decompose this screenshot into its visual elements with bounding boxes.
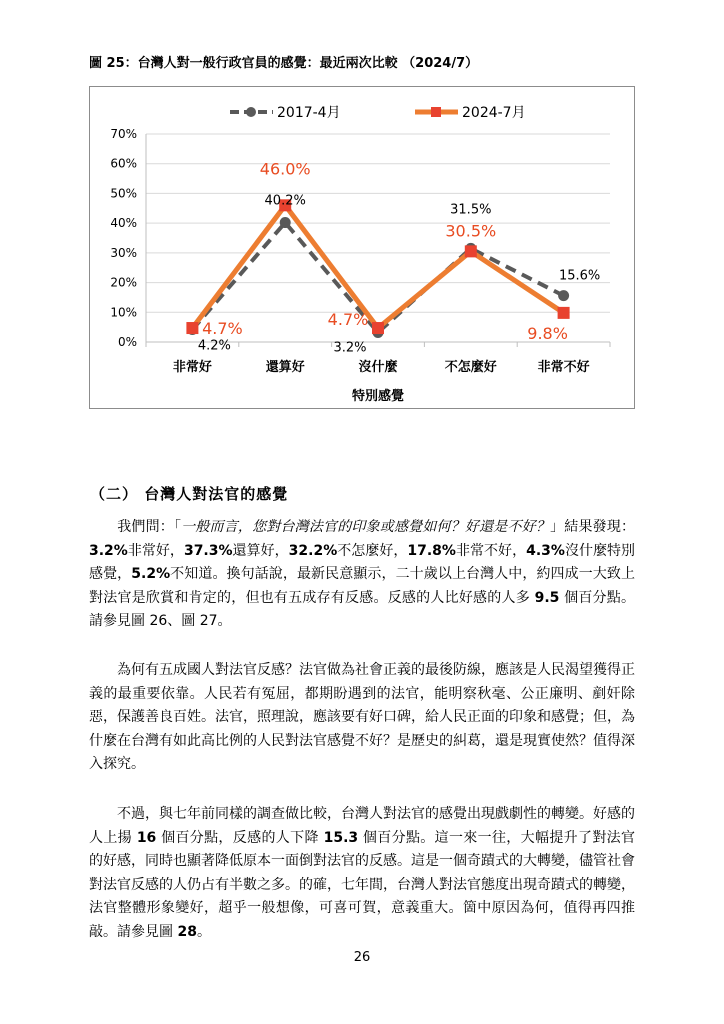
y-tick-label: 0% — [117, 335, 137, 349]
legend-label-2017: 2017-4月 — [277, 105, 341, 121]
y-tick-label: 20% — [110, 275, 137, 290]
y-tick-label: 70% — [110, 127, 137, 141]
page-number: 26 — [353, 950, 371, 965]
stat-value: 5.2% — [131, 566, 171, 583]
paragraph-2 — [89, 659, 635, 777]
legend-marker-2024 — [431, 107, 441, 117]
figure-caption: 圖 25：台灣人對一般行政官員的感覺：最近兩次比較 （2024/7） — [89, 56, 479, 71]
section-heading: （二） 台灣人對法官的感覺 — [90, 485, 289, 503]
chart-svg — [90, 87, 636, 410]
data-label-2024: 4.7% — [327, 310, 369, 330]
y-tick-label: 40% — [110, 216, 137, 231]
stat-value: 37.3% — [183, 542, 233, 559]
line-chart — [89, 86, 635, 409]
x-axis-title: 特別感覺 — [351, 389, 405, 404]
p1-after-quote: 」結果發現： — [550, 519, 636, 535]
x-tick-label: 沒什麼 — [358, 360, 398, 375]
point-2024 — [465, 245, 477, 257]
data-label-2017: 31.5% — [450, 202, 492, 218]
paragraph-3 — [89, 803, 635, 945]
p3-text: 不過，與七年前同樣的調查做比較，台灣人對法官的感覺出現戲劇性的轉變。好感的人上揚 — [89, 806, 635, 846]
y-tick-label: 50% — [110, 186, 137, 201]
p1-text: 個百分點。請參見圖 26、圖 27。 — [89, 589, 636, 630]
p3-text: 。 — [196, 923, 211, 940]
data-label-2017: 3.2% — [333, 340, 367, 356]
point-2024 — [558, 307, 570, 319]
stat-value: 28 — [177, 923, 197, 940]
data-label-2024: 9.8% — [527, 323, 568, 343]
p1-text: 不知道。換句話說，最新民意顯示，二十歲以上台灣人中，約四成一大致上對法官是欣賞和肯定的，但也有五成存有反感。反感的人比好感的人多 — [89, 566, 635, 606]
data-label-2024: 4.7% — [202, 319, 243, 339]
x-tick-label: 非常不好 — [537, 360, 590, 375]
stat-value: 16 — [136, 829, 157, 846]
stat-value: 17.8% — [407, 542, 456, 559]
p1-lead: 我們問：「 — [117, 519, 182, 535]
p1-text: 不怎麼好， — [337, 542, 408, 559]
p3-text: 個百分點。這一來一往，大幅提升了對法官的好感，同時也顯著降低原本一面倒對法官的反感。這是一個奇蹟式的大轉變，儘管社會對法官反感的人仍占有半數之多。的確，七年間，台灣人對法官態度出現奇蹟式的轉變，法官整體形象變好，超乎一般想像，可喜可賀，意義重大。箇中原因為何，值得再四推敲。請參見圖 — [89, 829, 636, 940]
p2-text: 為何有五成國人對法官反感？法官做為社會正義的最後防線，應該是人民渴望獲得正義的最重要依靠。人民若有冤屈，都期盼遇到的法官，能明察秋毫、公正廉明、剷奸除惡，保護善良百姓。法官，照理說，應該要有好口碑，給人民正面的印象和感覺；但，為什麼在台灣有如此高比例的人民對法官感覺不好？是歷史的糾葛，還是現實使然？值得深入探究。 — [89, 662, 635, 773]
p1-text: 非常好， — [127, 542, 184, 559]
data-label-2024: 30.5% — [445, 221, 497, 241]
paragraph-1 — [89, 516, 635, 634]
p1-text: 還算好， — [232, 542, 289, 559]
stat-value: 4.3% — [526, 542, 565, 559]
y-tick-label: 60% — [110, 156, 137, 171]
survey-question: 一般而言，您對台灣法官的印象或感覺如何？好還是不好？ — [181, 519, 551, 535]
stat-value: 3.2% — [89, 542, 128, 559]
point-2017 — [558, 290, 569, 301]
point-2024 — [372, 322, 384, 334]
point-2024 — [186, 322, 198, 334]
y-tick-label: 10% — [110, 305, 137, 320]
data-label-2017: 40.2% — [264, 193, 306, 209]
p1-text: 非常不好， — [455, 542, 527, 559]
x-tick-label: 非常好 — [172, 360, 212, 375]
legend-marker-2017 — [246, 107, 256, 117]
point-2017 — [280, 217, 291, 228]
x-tick-label: 還算好 — [265, 360, 305, 375]
stat-value: 9.5 — [534, 589, 560, 606]
p3-text: 個百分點，反感的人下降 — [156, 829, 324, 846]
data-label-2017: 4.2% — [197, 338, 231, 354]
stat-value: 15.3 — [323, 829, 359, 846]
x-tick-label: 不怎麼好 — [444, 360, 497, 375]
legend-label-2024: 2024-7月 — [462, 105, 526, 121]
stat-value: 32.2% — [288, 542, 338, 559]
y-tick-label: 30% — [110, 245, 137, 260]
data-label-2024: 46.0% — [259, 159, 311, 179]
data-label-2017: 15.6% — [558, 268, 601, 284]
p1-text: 沒什麼特別感覺， — [89, 542, 636, 583]
